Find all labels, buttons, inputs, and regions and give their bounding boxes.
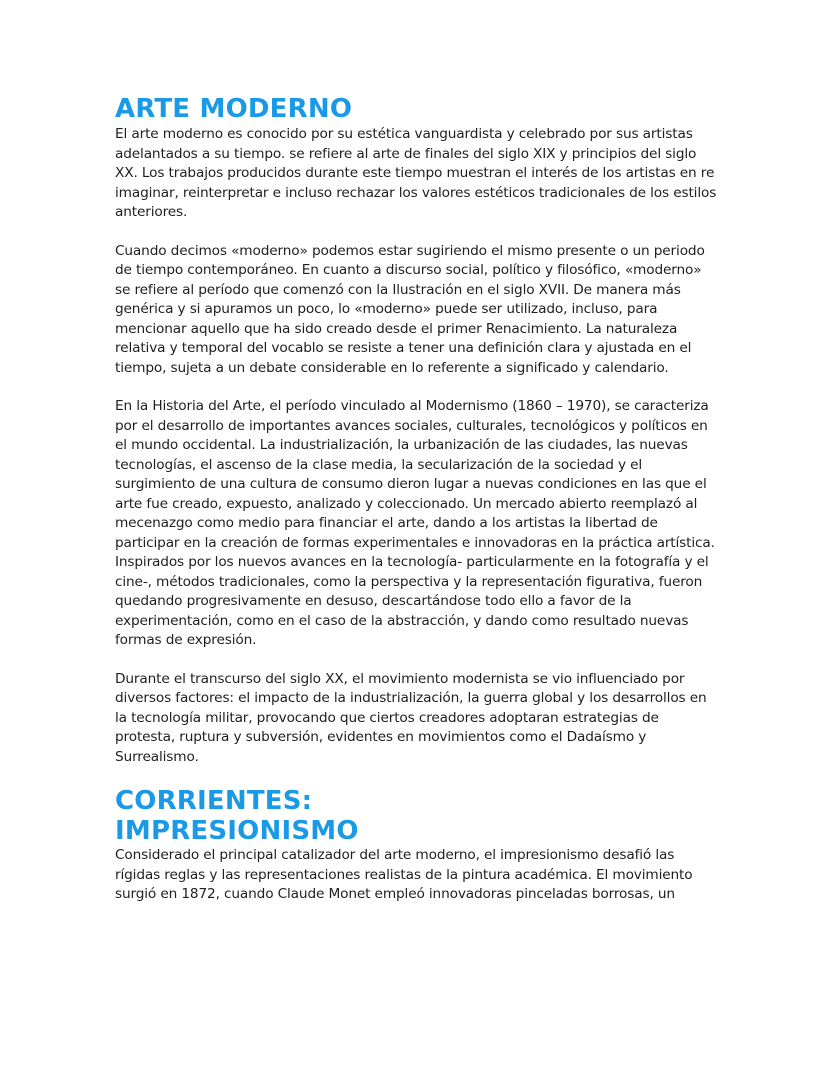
paragraph-3: En la Historia del Arte, el período vinculado al Modernismo (1860 – 1970), se caracteriza por el desarrollo de importantes avances sociales, culturales, tecnológicos y políticos en el mundo occidental. La industrialización, la urbanización de las ciudades, las nuevas tecnologías, el ascenso de la clase media, la secularización de la sociedad y el surgimiento de una cultura de consumo dieron lugar a nuevas condiciones en las que el arte fue creado, expuesto, analizado y coleccionado. Un mercado abierto reemplazó al mecenazgo como medio para financiar el arte, dando a los artistas la libertad de participar en la creación de formas experimentales e innovadoras en la práctica artística. Inspirados por los nuevos avances en la tecnología- particularmente en la fotografía y el cine-, métodos tradicionales, como la perspectiva y la representación figurativa, fueron quedando progresivamente en desuso, descartándose todo ello a favor de la experimentación, como en el caso de la abstracción, y dando como resultado nuevas formas de expresión.: [115, 398, 715, 648]
section-title-arte-moderno: ARTE MODERNO: [115, 94, 353, 124]
document-page: [115, 94, 720, 905]
paragraph-2: Cuando decimos «moderno» podemos estar sugiriendo el mismo presente o un periodo de tiempo contemporáneo. En cuanto a discurso social, político y filosófico, «moderno» se refiere al período que comenzó con la Ilustración en el siglo XVII. De manera más genérica y si apuramos un poco, lo «moderno» puede ser utilizado, incluso, para mencionar aquello que ha sido creado desde el primer Renacimiento. La naturaleza relativa y temporal del vocablo se resiste a tener una definición clara y ajustada en el tiempo, sujeta a un debate considerable en lo referente a significado y calendario.: [115, 242, 705, 376]
paragraph-impresionismo: Considerado el principal catalizador del arte moderno, el impresionismo desafió las rígidas reglas y las representaciones realistas de la pintura académica. El movimiento surgió en 1872, cuando Claude Monet empleó innovadoras pinceladas borrosas, un: [115, 847, 693, 902]
section-title-line-1: CORRIENTES:: [115, 786, 313, 816]
paragraph-4: Durante el transcurso del siglo XX, el movimiento modernista se vio influenciado por diversos factores: el impacto de la industrialización, la guerra global y los desarrollos en la tecnología militar, provocando que ciertos creadores adoptaran estrategias de protesta, ruptura y subversión, evidentes en movimientos como el Dadaísmo y Surrealismo.: [115, 670, 707, 765]
section-title-corrientes: [115, 786, 720, 846]
paragraph-1: El arte moderno es conocido por su estética vanguardista y celebrado por sus artistas adelantados a su tiempo. se refiere al arte de finales del siglo XIX y principios del siglo XX. Los trabajos producidos durante este tiempo muestran el interés de los artistas en re imaginar, reinterpretar e incluso rechazar los valores estéticos tradicionales de los estilos anteriores.: [115, 126, 717, 220]
section-title-line-2: IMPRESIONISMO: [115, 816, 359, 846]
